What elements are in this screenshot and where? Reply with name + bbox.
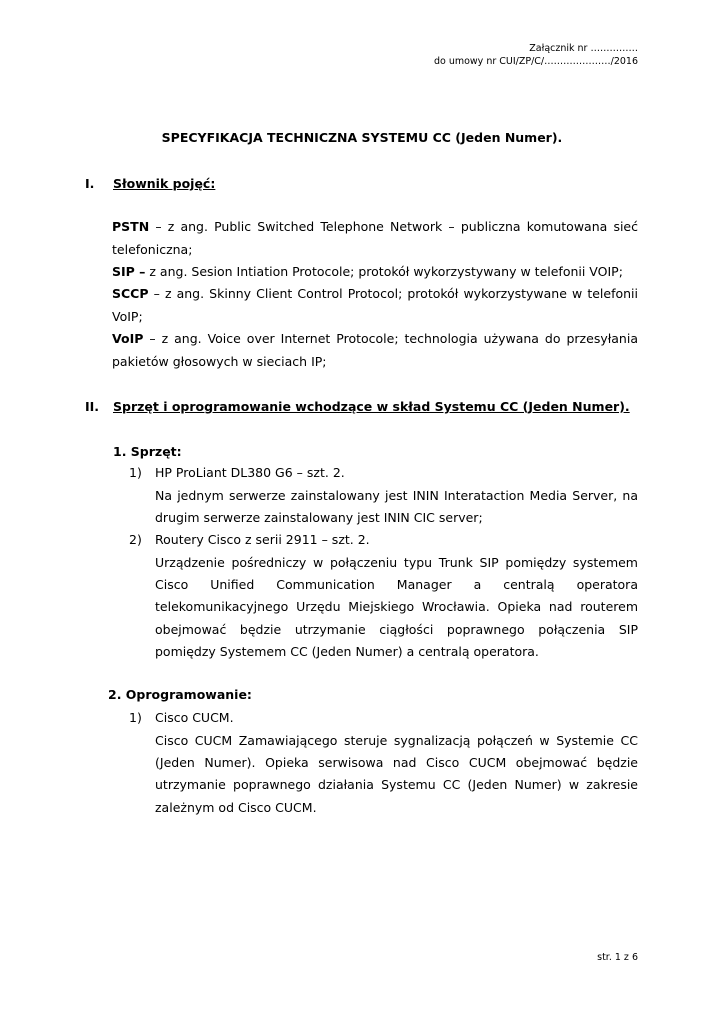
hardware-heading: 1. Sprzęt: <box>113 444 182 459</box>
document-title: SPECYFIKACJA TECHNICZNA SYSTEMU CC (Jeden Numer). <box>161 130 563 145</box>
software-item-1 <box>129 710 234 725</box>
section-1-number: I. <box>85 176 95 191</box>
page-number: str. 1 z 6 <box>597 952 638 963</box>
hardware-item-1 <box>129 465 345 480</box>
definition-text: – z ang. Voice over Internet Protocole; technologia używana do przesyłania pakietów głosowych w sieciach IP; <box>112 331 638 369</box>
definition-sccp <box>112 283 638 328</box>
section-2-title: Sprzęt i oprogramowanie wchodzące w skład Systemu CC (Jeden Numer). <box>113 399 630 414</box>
definition-term: SIP – <box>112 264 146 279</box>
definition-text: – z ang. Skinny Client Control Protocol; protokół wykorzystywane w telefonii VoIP; <box>112 286 638 324</box>
item-title: HP ProLiant DL380 G6 – szt. 2. <box>155 465 345 480</box>
software-item-1-description: Cisco CUCM Zamawiającego steruje sygnalizacją połączeń w Systemie CC (Jeden Numer). Opieka serwisowa nad Cisco CUCM obejmować będzie utrzymanie poprawnego działania Systemu CC (Jeden Numer) w zakresie zależnym od Cisco CUCM. <box>155 733 638 815</box>
item-number: 1) <box>129 465 142 480</box>
item-title: Routery Cisco z serii 2911 – szt. 2. <box>155 532 370 547</box>
item-number: 1) <box>129 710 142 725</box>
definition-text: – z ang. Public Switched Telephone Network – publiczna komutowana sieć telefoniczna; <box>112 219 638 257</box>
hardware-item-1-description: Na jednym serwerze zainstalowany jest ININ Interataction Media Server, na drugim serwerze zainstalowany jest ININ CIC server; <box>155 488 638 526</box>
definition-term: SCCP <box>112 286 149 301</box>
definition-text: z ang. Sesion Intiation Protocole; protokół wykorzystywany w telefonii VOIP; <box>145 264 623 279</box>
hardware-item-2 <box>129 532 370 547</box>
definition-pstn <box>112 216 638 261</box>
section-1-title: Słownik pojęć: <box>113 176 216 191</box>
definition-term: VoIP <box>112 331 144 346</box>
section-2-heading <box>85 399 630 414</box>
software-heading: 2. Oprogramowanie: <box>108 687 252 702</box>
definition-term: PSTN <box>112 219 150 234</box>
section-1-heading <box>85 176 215 191</box>
attachment-number: Załącznik nr …………… <box>529 43 638 54</box>
definition-sip <box>112 261 638 284</box>
section-2-number: II. <box>85 399 100 414</box>
item-number: 2) <box>129 532 142 547</box>
item-title: Cisco CUCM. <box>155 710 234 725</box>
contract-number: do umowy nr CUI/ZP/C/…………………/2016 <box>433 56 638 67</box>
hardware-item-2-description: Urządzenie pośredniczy w połączeniu typu Trunk SIP pomiędzy systemem Cisco Unified Communication Manager a centralą operatora telekomunikacyjnego Urzędu Miejskiego Wrocławia. Opieka nad routerem obejmować będzie utrzymanie ciągłości poprawnego połączenia SIP pomiędzy Systemem CC (Jeden Numer) a centralą operatora. <box>155 555 638 659</box>
definition-voip <box>112 328 638 373</box>
